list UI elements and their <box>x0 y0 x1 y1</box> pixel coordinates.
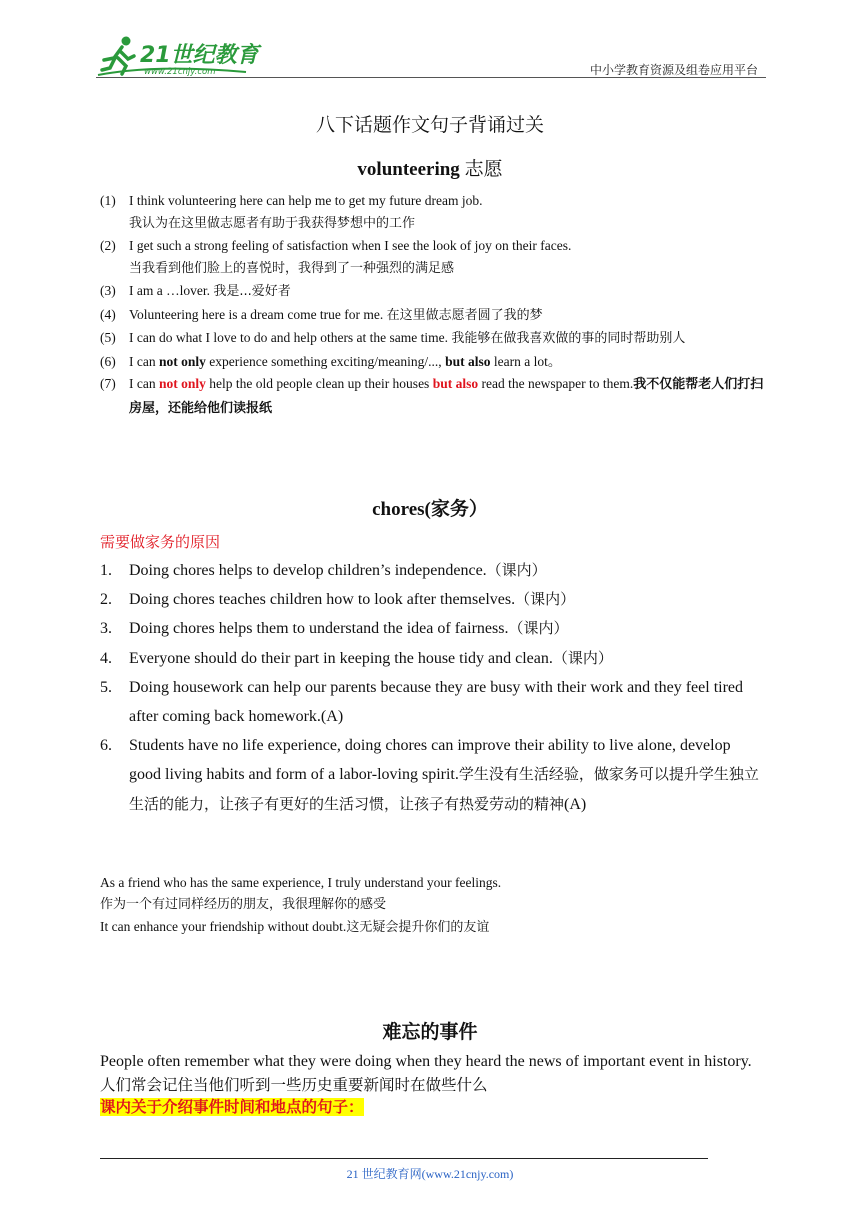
sentence-cn: 我不仅能帮老人们打扫房屋，还能给他们读报纸 <box>129 377 764 416</box>
sentence-part: I can <box>129 376 159 391</box>
item-number: 2. <box>100 591 112 609</box>
friend-line3-cn: 这无疑会提升你们的友谊 <box>346 920 490 935</box>
sentence-en: I am a …lover. <box>129 283 210 298</box>
footer-link[interactable]: 21 世纪教育网(www.21cnjy.com) <box>346 1167 514 1181</box>
section-title-cn: 志愿 <box>464 158 503 180</box>
list-item <box>100 673 764 731</box>
list-item <box>100 556 764 585</box>
list-item <box>100 351 768 374</box>
sentence-en: Doing chores teaches children how to look after themselves. <box>129 591 516 609</box>
section-title-en: volunteering <box>357 159 460 180</box>
volunteering-list <box>100 190 768 420</box>
event-text <box>100 1051 766 1120</box>
document-title: 八下话题作文句子背诵过关 <box>315 114 544 136</box>
sentence-en: Volunteering here is a dream come true for me. <box>129 306 384 322</box>
list-item <box>100 373 768 420</box>
sentence-note: （课内） <box>515 590 576 609</box>
friend-sentences <box>100 872 501 939</box>
item-number: (5) <box>100 330 116 345</box>
sentence-note: （课内） <box>486 561 547 579</box>
section-title-chores: chores(家务） <box>372 499 488 520</box>
friend-line-cn: 作为一个有过同样经历的朋友，我很理解你的感受 <box>100 897 387 912</box>
sentence-note: （课内） <box>552 648 613 667</box>
sentence-cn: 我能够在做我喜欢做的事的同时帮助别人 <box>451 331 686 346</box>
list-item <box>100 304 768 328</box>
item-number: (7) <box>100 376 116 391</box>
list-item <box>100 614 764 643</box>
logo-text: 21世纪教育 <box>140 43 259 68</box>
item-number: (1) <box>100 193 116 208</box>
list-item <box>100 731 764 819</box>
sentence-en: Doing chores helps them to understand the idea of fairness. <box>129 620 509 638</box>
sentence-en: Doing chores helps to develop children’s independence. <box>129 562 487 579</box>
section-title-volunteering <box>0 154 860 181</box>
sentence-cn: 我是...爱好者 <box>213 284 291 299</box>
runner-logo-icon <box>96 34 266 78</box>
sentence-cn: 在这里做志愿者圆了我的梦 <box>386 307 543 323</box>
site-logo[interactable] <box>96 34 266 78</box>
item-number: 3. <box>100 620 112 638</box>
sentence-part: experience something exciting/meaning/..., <box>205 353 446 369</box>
logo-url: www.21cnjy.com <box>144 67 216 77</box>
event-sentence-en: People often remember what they were doing when they heard the news of important event in history. <box>100 1053 752 1070</box>
sentence-cn: 当我看到他们脸上的喜悦时，我得到了一种强烈的满足感 <box>129 260 455 276</box>
chores-list <box>100 556 764 819</box>
sentence-en: I think volunteering here can help me to get my future dream job. <box>129 193 483 208</box>
item-number: 4. <box>100 649 112 667</box>
highlighted-heading: 课内关于介绍事件时间和地点的句子： <box>100 1098 364 1116</box>
keyword-but-also: but also <box>445 353 491 369</box>
list-item <box>100 585 764 614</box>
keyword-not-only: not only <box>158 376 206 391</box>
reason-heading: 需要做家务的原因 <box>100 533 221 551</box>
page-header <box>96 34 766 78</box>
sentence-en: Students have no life experience, doing chores can improve their ability to live alone, develop good living habits and form of a labor-loving spirit. <box>129 737 731 784</box>
friend-line-en: As a friend who has the same experience, I truly understand your feelings. <box>100 875 502 890</box>
list-item <box>100 190 768 235</box>
sentence-note: （课内） <box>508 619 569 638</box>
list-item <box>100 280 768 304</box>
list-item <box>100 644 764 673</box>
friend-line3-en: It can enhance your friendship without doubt. <box>100 919 347 934</box>
sentence-en: Doing housework can help our parents because they are busy with their work and they feel tired after coming back homework.(A) <box>129 678 744 726</box>
item-number: (3) <box>100 283 116 298</box>
list-item <box>100 235 768 280</box>
sentence-en: I can do what I love to do and help others at the same time. <box>129 330 449 345</box>
item-number: (4) <box>100 306 116 322</box>
sentence-part: I can <box>129 353 159 369</box>
header-divider <box>96 77 766 78</box>
sentence-en: Everyone should do their part in keeping the house tidy and clean. <box>129 649 553 667</box>
sentence-part: help the old people clean up their houses <box>205 376 433 391</box>
item-number: 5. <box>100 678 112 696</box>
sentence-en: I get such a strong feeling of satisfaction when I see the look of joy on their faces. <box>129 238 572 253</box>
list-item <box>100 327 768 351</box>
item-number: (2) <box>100 238 116 253</box>
sentence-part: learn a lot。 <box>490 353 562 369</box>
item-number: 1. <box>100 562 112 579</box>
sentence-part: read the newspaper to them. <box>478 376 634 391</box>
sentence-cn: 我认为在这里做志愿者有助于我获得梦想中的工作 <box>129 215 416 231</box>
footer-divider <box>100 1158 708 1159</box>
section-title-event: 难忘的事件 <box>382 1021 478 1043</box>
item-number: (6) <box>100 353 116 369</box>
keyword-but-also: but also <box>432 376 479 391</box>
keyword-not-only: not only <box>158 353 206 369</box>
platform-name: 中小学教育资源及组卷应用平台 <box>589 63 758 77</box>
item-number: 6. <box>100 737 112 755</box>
sentence-tail: (A) <box>564 795 587 813</box>
event-sentence-cn: 人们常会记住当他们听到一些历史重要新闻时在做些什么 <box>100 1075 488 1094</box>
sentence-cn: 学生没有生活经验，做家务可以提升学生独立生活的能力，让孩子有更好的生活习惯，让孩子有热爱劳动的精神 <box>129 765 759 813</box>
